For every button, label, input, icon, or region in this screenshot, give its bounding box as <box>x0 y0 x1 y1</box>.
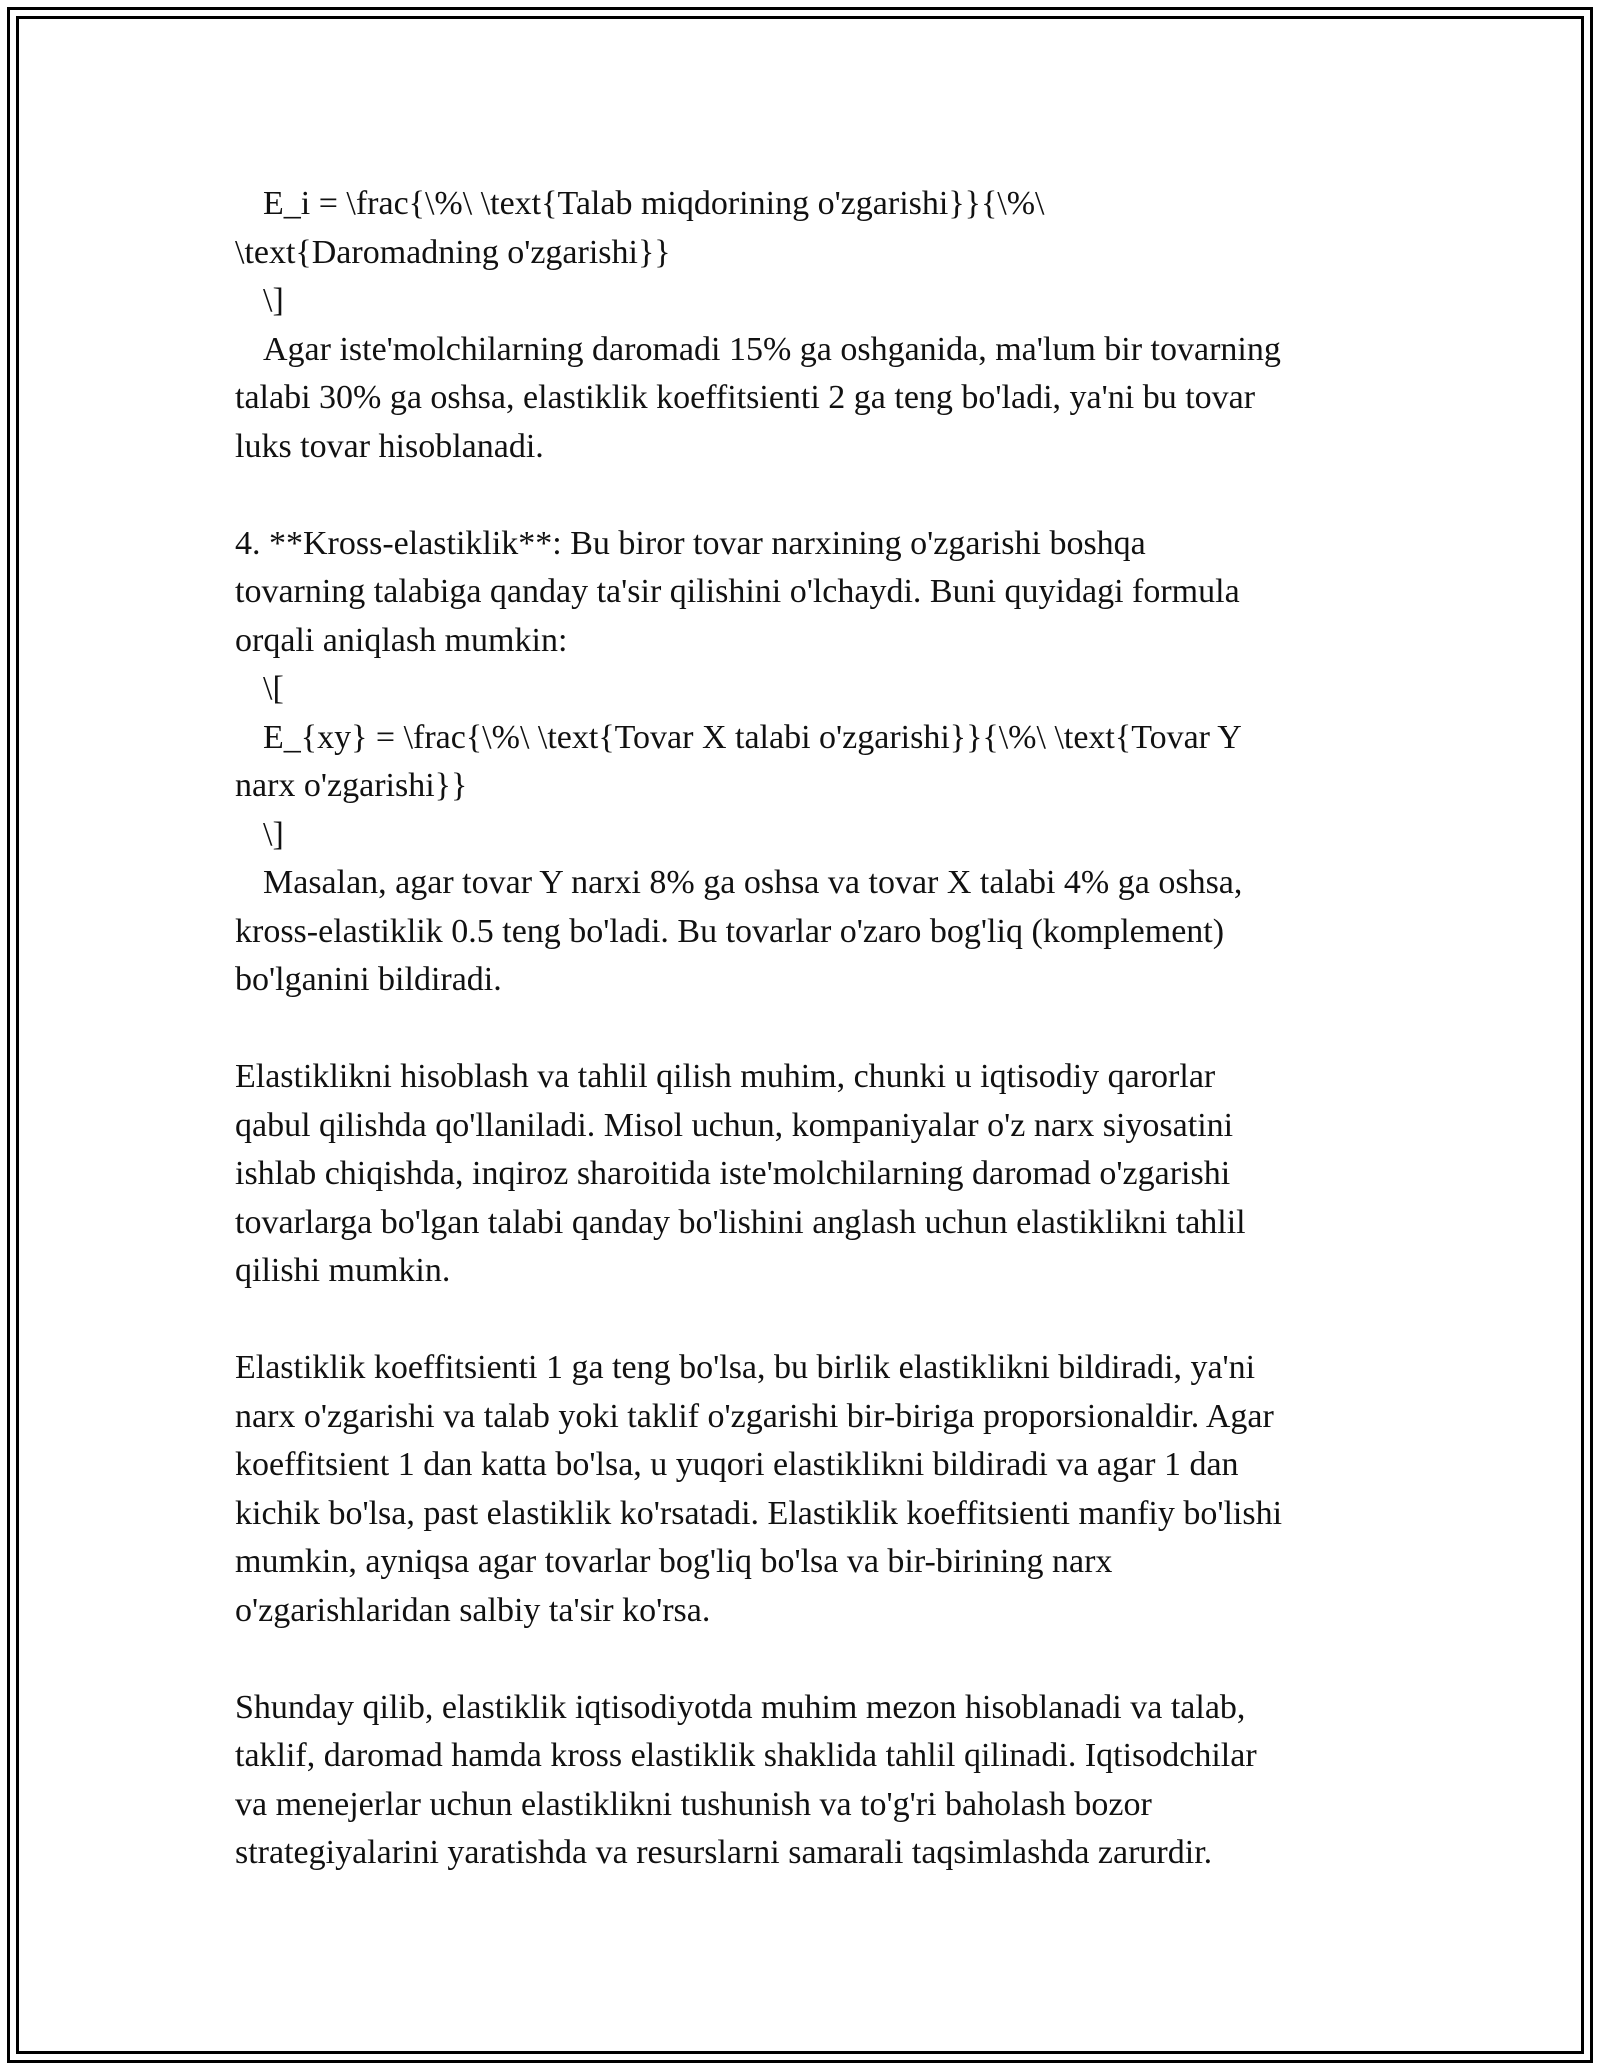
paragraph-conclusion-line-3: va menejerlar uchun elastiklikni tushunish va to'g'ri baholash bozor <box>235 1785 1152 1823</box>
list-item-cross-elasticity-line-1: 4. **Kross-elastiklik**: Bu biror tovar narxining o'zgarishi boshqa <box>235 524 1146 562</box>
formula-cross-close: \] <box>263 815 284 853</box>
formula-cross-open: \[ <box>263 670 284 707</box>
list-item-cross-elasticity-line-2: tovarning talabiga qanday ta'sir qilishini o'lchaydi. Buni quyidagi formula <box>235 573 1240 610</box>
formula-cross-line-2: narx o'zgarishi}} <box>235 767 468 804</box>
formula-income-close: \] <box>263 282 284 319</box>
paragraph-conclusion-line-4: strategiyalarini yaratishda va resurslarni samarali taqsimlashda zarurdir. <box>235 1834 1213 1871</box>
paragraph-gap <box>235 1296 1380 1345</box>
formula-cross-line-1: E_{xy} = \frac{\%\ \text{Tovar X talabi o'zgarishi}}{\%\ \text{Tovar Y <box>263 718 1242 756</box>
formula-income-line-2: \text{Daromadning o'zgarishi}} <box>235 233 671 271</box>
paragraph-conclusion-line-2: taklif, daromad hamda kross elastiklik shaklida tahlil qilinadi. Iqtisodchilar <box>235 1737 1257 1774</box>
paragraph-cross-example-line-3: bo'lganini bildiradi. <box>235 961 502 998</box>
paragraph-coefficient-line-5: mumkin, ayniqsa agar tovarlar bog'liq bo'lsa va bir-birining narx <box>235 1543 1113 1580</box>
paragraph-coefficient-line-1: Elastiklik koeffitsienti 1 ga teng bo'lsa, bu birlik elastiklikni bildiradi, ya'ni <box>235 1349 1256 1386</box>
paragraph-importance-line-1: Elastiklikni hisoblash va tahlil qilish muhim, chunki u iqtisodiy qarorlar <box>235 1058 1216 1095</box>
paragraph-cross-example-line-1: Masalan, agar tovar Y narxi 8% ga oshsa va tovar X talabi 4% ga oshsa, <box>263 864 1243 901</box>
paragraph-coefficient-line-6: o'zgarishlaridan salbiy ta'sir ko'rsa. <box>235 1591 711 1629</box>
paragraph-gap <box>235 1005 1380 1054</box>
paragraph-conclusion-line-1: Shunday qilib, elastiklik iqtisodiyotda muhim mezon hisoblanadi va talab, <box>235 1688 1246 1726</box>
paragraph-importance-line-5: qilishi mumkin. <box>235 1252 451 1289</box>
paragraph-gap <box>235 1635 1380 1684</box>
paragraph-gap <box>235 471 1380 520</box>
paragraph-importance-line-3: ishlab chiqishda, inqiroz sharoitida iste'molchilarning daromad o'zgarishi <box>235 1155 1231 1192</box>
paragraph-income-example-line-3: luks tovar hisoblanadi. <box>235 427 544 465</box>
paragraph-importance-line-4: tovarlarga bo'lgan talabi qanday bo'lishini anglash uchun elastiklikni tahlil <box>235 1203 1246 1241</box>
paragraph-coefficient-line-3: koeffitsient 1 dan katta bo'lsa, u yuqori elastiklikni bildiradi va agar 1 dan <box>235 1446 1239 1483</box>
formula-income-line-1: E_i = \frac{\%\ \text{Talab miqdorining o'zgarishi}}{\%\ <box>263 185 1045 222</box>
paragraph-importance-line-2: qabul qilishda qo'llaniladi. Misol uchun, kompaniyalar o'z narx siyosatini <box>235 1106 1234 1144</box>
list-item-cross-elasticity-line-3: orqali aniqlash mumkin: <box>235 621 568 659</box>
document-body <box>235 180 1380 1878</box>
paragraph-coefficient-line-2: narx o'zgarishi va talab yoki taklif o'zgarishi bir-biriga proporsionaldir. Agar <box>235 1397 1274 1435</box>
paragraph-income-example-line-2: talabi 30% ga oshsa, elastiklik koeffitsienti 2 ga teng bo'ladi, ya'ni bu tovar <box>235 379 1256 416</box>
paragraph-coefficient-line-4: kichik bo'lsa, past elastiklik ko'rsatadi. Elastiklik koeffitsienti manfiy bo'lishi <box>235 1494 1283 1532</box>
paragraph-cross-example-line-2: kross-elastiklik 0.5 teng bo'ladi. Bu tovarlar o'zaro bog'liq (komplement) <box>235 912 1225 950</box>
paragraph-income-example-line-1: Agar iste'molchilarning daromadi 15% ga oshganida, ma'lum bir tovarning <box>263 330 1281 368</box>
